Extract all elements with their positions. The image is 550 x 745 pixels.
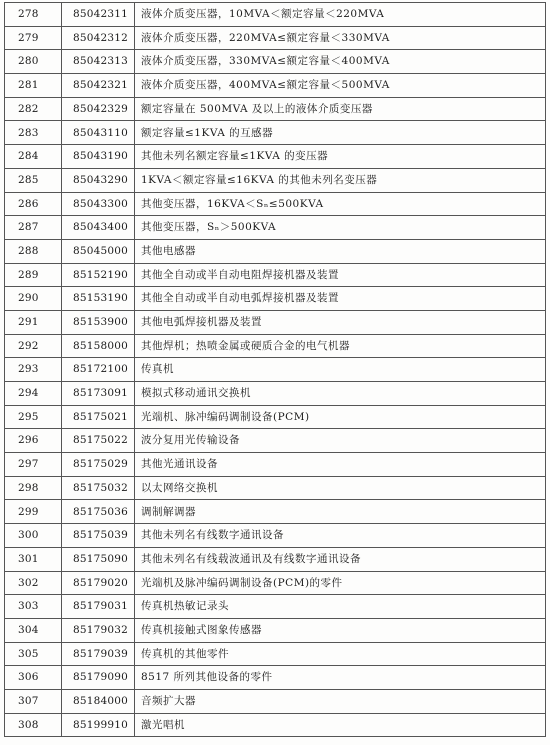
product-description: 其他未列名有线载波通讯及有线数字通讯设备 bbox=[135, 547, 546, 571]
table-row bbox=[5, 145, 546, 169]
product-description: 其他电感器 bbox=[135, 239, 546, 263]
table-row bbox=[5, 713, 546, 737]
table-row bbox=[5, 476, 546, 500]
commodity-code: 85175022 bbox=[62, 429, 135, 453]
table-row bbox=[5, 310, 546, 334]
row-number: 278 bbox=[5, 3, 62, 27]
row-number: 307 bbox=[5, 689, 62, 713]
commodity-code: 85173091 bbox=[62, 382, 135, 406]
product-description: 调制解调器 bbox=[135, 500, 546, 524]
commodity-code: 85175029 bbox=[62, 453, 135, 477]
commodity-code: 85179039 bbox=[62, 642, 135, 666]
product-description: 其他光通讯设备 bbox=[135, 453, 546, 477]
product-description: 音频扩大器 bbox=[135, 689, 546, 713]
table-row bbox=[5, 547, 546, 571]
table-row bbox=[5, 287, 546, 311]
row-number: 294 bbox=[5, 382, 62, 406]
table-row bbox=[5, 334, 546, 358]
product-description: 模拟式移动通讯交换机 bbox=[135, 382, 546, 406]
commodity-code: 85043290 bbox=[62, 168, 135, 192]
table-row bbox=[5, 405, 546, 429]
table-row bbox=[5, 618, 546, 642]
product-description: 传真机的其他零件 bbox=[135, 642, 546, 666]
product-description: 液体介质变压器，330MVA≤额定容量＜400MVA bbox=[135, 50, 546, 74]
product-description: 额定容量在 500MVA 及以上的液体介质变压器 bbox=[135, 97, 546, 121]
row-number: 302 bbox=[5, 571, 62, 595]
table-row bbox=[5, 26, 546, 50]
commodity-code: 85179031 bbox=[62, 595, 135, 619]
commodity-code: 85042311 bbox=[62, 3, 135, 27]
product-description: 额定容量≤1KVA 的互感器 bbox=[135, 121, 546, 145]
row-number: 279 bbox=[5, 26, 62, 50]
product-description: 液体介质变压器，10MVA＜额定容量＜220MVA bbox=[135, 3, 546, 27]
table-row bbox=[5, 239, 546, 263]
commodity-code: 85179090 bbox=[62, 666, 135, 690]
row-number: 306 bbox=[5, 666, 62, 690]
row-number: 301 bbox=[5, 547, 62, 571]
commodity-code: 85043110 bbox=[62, 121, 135, 145]
table-row bbox=[5, 74, 546, 98]
commodity-code: 85158000 bbox=[62, 334, 135, 358]
product-description: 其他电弧焊接机器及装置 bbox=[135, 310, 546, 334]
table-body bbox=[5, 3, 546, 737]
row-number: 297 bbox=[5, 453, 62, 477]
table-row bbox=[5, 595, 546, 619]
table-row bbox=[5, 97, 546, 121]
row-number: 281 bbox=[5, 74, 62, 98]
row-number: 283 bbox=[5, 121, 62, 145]
product-description: 传真机热敏记录头 bbox=[135, 595, 546, 619]
product-description: 光端机、脉冲编码调制设备(PCM) bbox=[135, 405, 546, 429]
row-number: 303 bbox=[5, 595, 62, 619]
commodity-code: 85045000 bbox=[62, 239, 135, 263]
row-number: 308 bbox=[5, 713, 62, 737]
commodity-code: 85043300 bbox=[62, 192, 135, 216]
row-number: 289 bbox=[5, 263, 62, 287]
table-row bbox=[5, 192, 546, 216]
product-description: 光端机及脉冲编码调制设备(PCM)的零件 bbox=[135, 571, 546, 595]
row-number: 293 bbox=[5, 358, 62, 382]
table-row bbox=[5, 358, 546, 382]
table-row bbox=[5, 3, 546, 27]
commodity-code: 85042312 bbox=[62, 26, 135, 50]
table-row bbox=[5, 571, 546, 595]
row-number: 291 bbox=[5, 310, 62, 334]
product-description: 其他变压器，16KVA＜Sₙ≤500KVA bbox=[135, 192, 546, 216]
product-description: 其他全自动或半自动电阻焊接机器及装置 bbox=[135, 263, 546, 287]
commodity-code: 85199910 bbox=[62, 713, 135, 737]
row-number: 300 bbox=[5, 524, 62, 548]
row-number: 299 bbox=[5, 500, 62, 524]
tariff-table bbox=[4, 2, 546, 737]
row-number: 295 bbox=[5, 405, 62, 429]
table-row bbox=[5, 642, 546, 666]
row-number: 282 bbox=[5, 97, 62, 121]
commodity-code: 85172100 bbox=[62, 358, 135, 382]
table-row bbox=[5, 429, 546, 453]
product-description: 其他全自动或半自动电弧焊接机器及装置 bbox=[135, 287, 546, 311]
product-description: 8517 所列其他设备的零件 bbox=[135, 666, 546, 690]
row-number: 287 bbox=[5, 216, 62, 240]
product-description: 波分复用光传输设备 bbox=[135, 429, 546, 453]
table-row bbox=[5, 500, 546, 524]
table-row bbox=[5, 453, 546, 477]
row-number: 286 bbox=[5, 192, 62, 216]
table-row bbox=[5, 216, 546, 240]
commodity-code: 85042329 bbox=[62, 97, 135, 121]
row-number: 305 bbox=[5, 642, 62, 666]
table-row bbox=[5, 524, 546, 548]
commodity-code: 85153190 bbox=[62, 287, 135, 311]
product-description: 其他焊机；热喷金属或硬质合金的电气机器 bbox=[135, 334, 546, 358]
table-row bbox=[5, 263, 546, 287]
product-description: 以太网络交换机 bbox=[135, 476, 546, 500]
table-row bbox=[5, 689, 546, 713]
table-row bbox=[5, 121, 546, 145]
commodity-code: 85175036 bbox=[62, 500, 135, 524]
product-description: 传真机 bbox=[135, 358, 546, 382]
commodity-code: 85153900 bbox=[62, 310, 135, 334]
product-description: 其他未列名额定容量≤1KVA 的变压器 bbox=[135, 145, 546, 169]
commodity-code: 85175032 bbox=[62, 476, 135, 500]
product-description: 激光唱机 bbox=[135, 713, 546, 737]
table-row bbox=[5, 666, 546, 690]
row-number: 290 bbox=[5, 287, 62, 311]
product-description: 1KVA＜额定容量≤16KVA 的其他未列名变压器 bbox=[135, 168, 546, 192]
commodity-code: 85179020 bbox=[62, 571, 135, 595]
commodity-code: 85043400 bbox=[62, 216, 135, 240]
commodity-code: 85175090 bbox=[62, 547, 135, 571]
table-row bbox=[5, 50, 546, 74]
row-number: 296 bbox=[5, 429, 62, 453]
product-description: 液体介质变压器，220MVA≤额定容量＜330MVA bbox=[135, 26, 546, 50]
row-number: 298 bbox=[5, 476, 62, 500]
row-number: 304 bbox=[5, 618, 62, 642]
product-description: 液体介质变压器，400MVA≤额定容量＜500MVA bbox=[135, 74, 546, 98]
commodity-code: 85175021 bbox=[62, 405, 135, 429]
product-description: 其他变压器，Sₙ＞500KVA bbox=[135, 216, 546, 240]
product-description: 其他未列名有线数字通讯设备 bbox=[135, 524, 546, 548]
row-number: 285 bbox=[5, 168, 62, 192]
commodity-code: 85152190 bbox=[62, 263, 135, 287]
table-row bbox=[5, 382, 546, 406]
commodity-code: 85184000 bbox=[62, 689, 135, 713]
commodity-code: 85042313 bbox=[62, 50, 135, 74]
table-row bbox=[5, 168, 546, 192]
row-number: 288 bbox=[5, 239, 62, 263]
product-description: 传真机接触式图象传感器 bbox=[135, 618, 546, 642]
commodity-code: 85042321 bbox=[62, 74, 135, 98]
row-number: 292 bbox=[5, 334, 62, 358]
row-number: 284 bbox=[5, 145, 62, 169]
commodity-code: 85175039 bbox=[62, 524, 135, 548]
row-number: 280 bbox=[5, 50, 62, 74]
commodity-code: 85043190 bbox=[62, 145, 135, 169]
commodity-code: 85179032 bbox=[62, 618, 135, 642]
